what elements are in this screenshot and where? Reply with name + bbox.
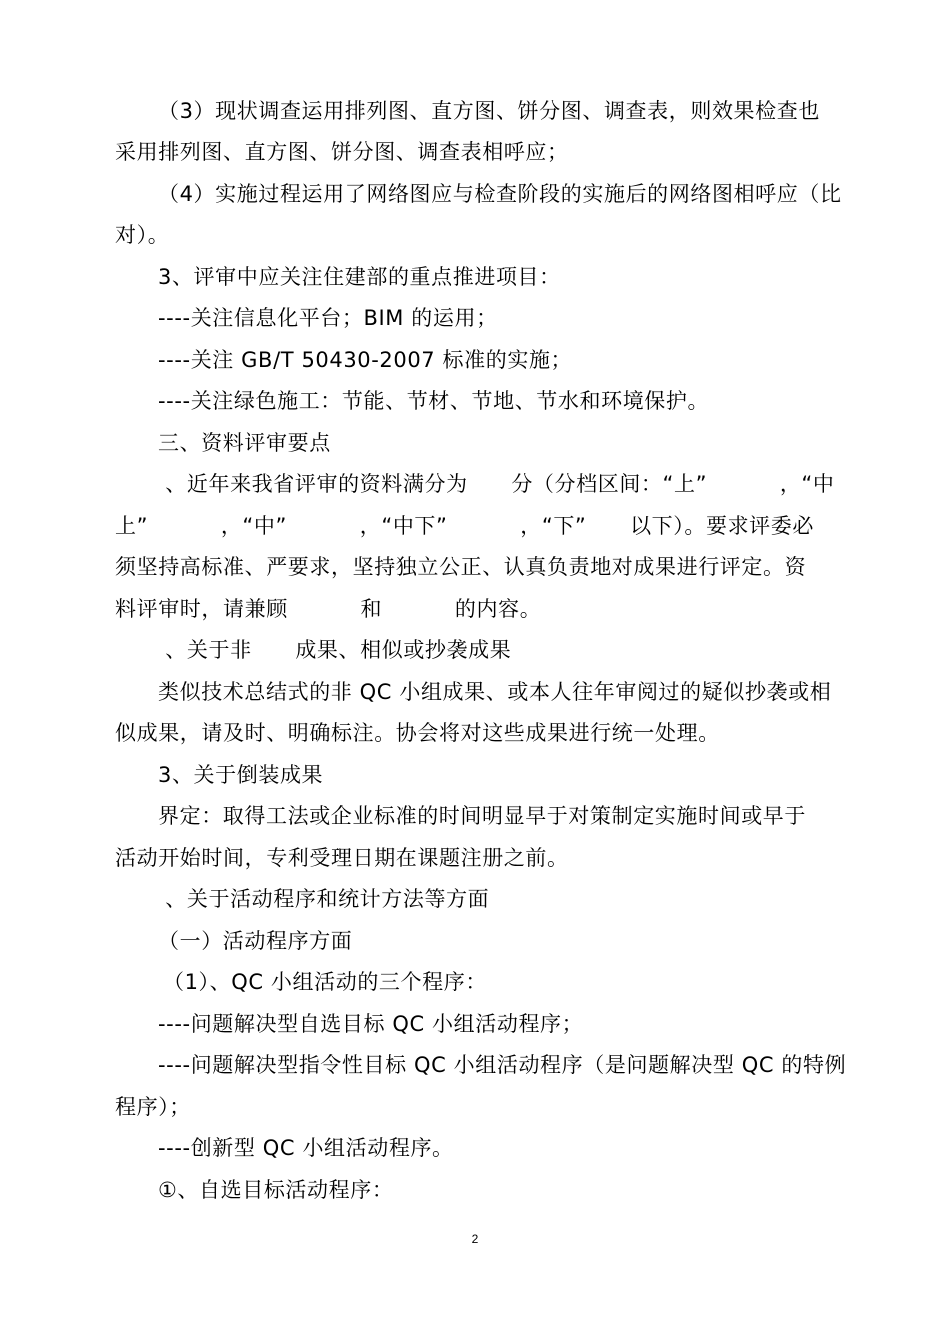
paragraph-line: 类似技术总结式的非 QC 小组成果、或本人往年审阅过的疑似抄袭或相: [158, 680, 832, 704]
section-heading: 、关于活动程序和统计方法等方面: [158, 887, 490, 911]
paragraph-line: 须坚持高标准、严要求，坚持独立公正、认真负责地对成果进行评定。资: [115, 555, 807, 579]
list-item: ----创新型 QC 小组活动程序。: [158, 1136, 454, 1160]
sub-heading: ①、自选目标活动程序：: [158, 1178, 394, 1202]
sub-heading: （一）活动程序方面: [158, 929, 353, 953]
list-item: ----问题解决型指令性目标 QC 小组活动程序（是问题解决型 QC 的特例: [158, 1053, 847, 1077]
paragraph-line: 界定：取得工法或企业标准的时间明显早于对策制定实施时间或早于: [158, 804, 806, 828]
section-heading: 、关于非 成果、相似或抄袭成果: [158, 638, 512, 662]
paragraph-line: 采用排列图、直方图、饼分图、调查表相呼应；: [115, 140, 569, 164]
paragraph-line: （3）现状调查运用排列图、直方图、饼分图、调查表，则效果检查也: [158, 99, 820, 123]
section-heading: 3、关于倒装成果: [158, 763, 324, 787]
page-number: 2: [471, 1232, 479, 1246]
paragraph-line: 料评审时，请兼顾 和 的内容。: [115, 597, 542, 621]
sub-heading: （1）、QC 小组活动的三个程序：: [163, 970, 487, 994]
paragraph-line: 、近年来我省评审的资料满分为 分（分档区间：“上” ，“中: [158, 472, 835, 496]
list-item: ----关注 GB/T 50430-2007 标准的实施；: [158, 348, 573, 372]
paragraph-line: 对）。: [115, 223, 170, 247]
list-item: ----关注信息化平台；BIM 的运用；: [158, 306, 498, 330]
section-heading: 三、资料评审要点: [158, 431, 331, 455]
paragraph-line: （4）实施过程运用了网络图应与检查阶段的实施后的网络图相呼应（比: [158, 182, 842, 206]
paragraph-line: 活动开始时间，专利受理日期在课题注册之前。: [115, 846, 569, 870]
list-item: ----关注绿色施工：节能、节材、节地、节水和环境保护。: [158, 389, 710, 413]
paragraph-line: 上” ，“中” ，“中下” ，“下” 以下）。要求评委必: [115, 514, 814, 538]
paragraph-line: 程序）；: [115, 1095, 191, 1119]
paragraph-line: 似成果，请及时、明确标注。协会将对这些成果进行统一处理。: [115, 721, 720, 745]
section-heading: 3、评审中应关注住建部的重点推进项目：: [158, 265, 561, 289]
list-item: ----问题解决型自选目标 QC 小组活动程序；: [158, 1012, 584, 1036]
